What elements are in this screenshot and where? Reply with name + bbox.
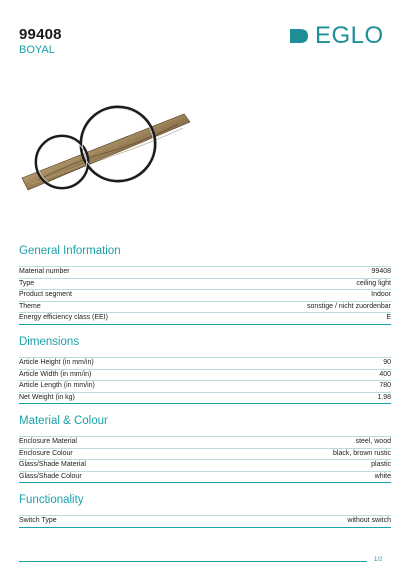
row-value: Indoor bbox=[371, 291, 391, 299]
table-row bbox=[19, 516, 391, 528]
row-label: Energy efficiency class (EEI) bbox=[19, 314, 108, 322]
row-label: Enclosure Material bbox=[19, 438, 77, 445]
table-row bbox=[19, 290, 391, 302]
row-label: Net Weight (in kg) bbox=[19, 393, 75, 401]
row-label: Theme bbox=[19, 302, 41, 310]
section-title: Dimensions bbox=[19, 336, 80, 348]
section-functionality bbox=[19, 494, 391, 528]
table-row bbox=[19, 449, 391, 461]
row-label: Article Width (in mm/in) bbox=[19, 370, 92, 378]
table-row bbox=[19, 267, 391, 279]
row-value: steel, wood bbox=[355, 438, 391, 445]
eglo-mark-icon bbox=[288, 25, 310, 47]
row-value: ceiling light bbox=[356, 279, 391, 287]
table-row bbox=[19, 302, 391, 314]
row-label: Glass/Shade Colour bbox=[19, 472, 82, 480]
row-label: Enclosure Colour bbox=[19, 449, 73, 457]
spec-table bbox=[19, 515, 391, 528]
product-number: 99408 bbox=[19, 26, 62, 43]
row-label: Glass/Shade Material bbox=[19, 461, 86, 469]
table-row bbox=[19, 437, 391, 449]
section-material-colour bbox=[19, 415, 391, 483]
spec-table bbox=[19, 436, 391, 483]
eglo-logo bbox=[288, 22, 384, 49]
row-value: sonstige / nicht zuordenbar bbox=[306, 302, 391, 310]
row-value: without switch bbox=[347, 517, 391, 524]
row-label: Article Length (in mm/in) bbox=[19, 382, 95, 390]
table-row bbox=[19, 472, 391, 484]
table-row bbox=[19, 381, 391, 393]
product-name: BOYAL bbox=[19, 44, 55, 56]
table-row bbox=[19, 313, 391, 325]
row-label: Switch Type bbox=[19, 517, 57, 524]
table-row bbox=[19, 358, 391, 370]
section-dimensions bbox=[19, 336, 391, 404]
table-row bbox=[19, 370, 391, 382]
row-label: Product segment bbox=[19, 291, 72, 299]
row-value: 400 bbox=[379, 370, 391, 378]
spec-table bbox=[19, 357, 391, 404]
spec-table bbox=[19, 266, 391, 325]
row-value: plastic bbox=[371, 461, 391, 469]
table-row bbox=[19, 279, 391, 291]
section-title: Functionality bbox=[19, 494, 84, 506]
table-row bbox=[19, 393, 391, 405]
row-value: white bbox=[374, 472, 391, 480]
logo-text: EGLO bbox=[315, 22, 384, 49]
row-value: 1.98 bbox=[377, 393, 391, 401]
row-value: 90 bbox=[383, 359, 391, 366]
row-label: Type bbox=[19, 279, 35, 287]
table-row bbox=[19, 460, 391, 472]
row-value: 99408 bbox=[371, 268, 391, 275]
row-label: Material number bbox=[19, 268, 70, 275]
row-label: Article Height (in mm/in) bbox=[19, 359, 94, 366]
page-number: 1/2 bbox=[374, 557, 383, 563]
footer-divider bbox=[19, 561, 367, 562]
row-value: E bbox=[386, 314, 391, 322]
section-general-information bbox=[19, 245, 391, 325]
section-title: General Information bbox=[19, 245, 121, 257]
row-value: 780 bbox=[379, 382, 391, 390]
ceiling-light-product-image bbox=[18, 100, 198, 200]
row-value: black, brown rustic bbox=[333, 449, 391, 457]
section-title: Material & Colour bbox=[19, 415, 108, 427]
